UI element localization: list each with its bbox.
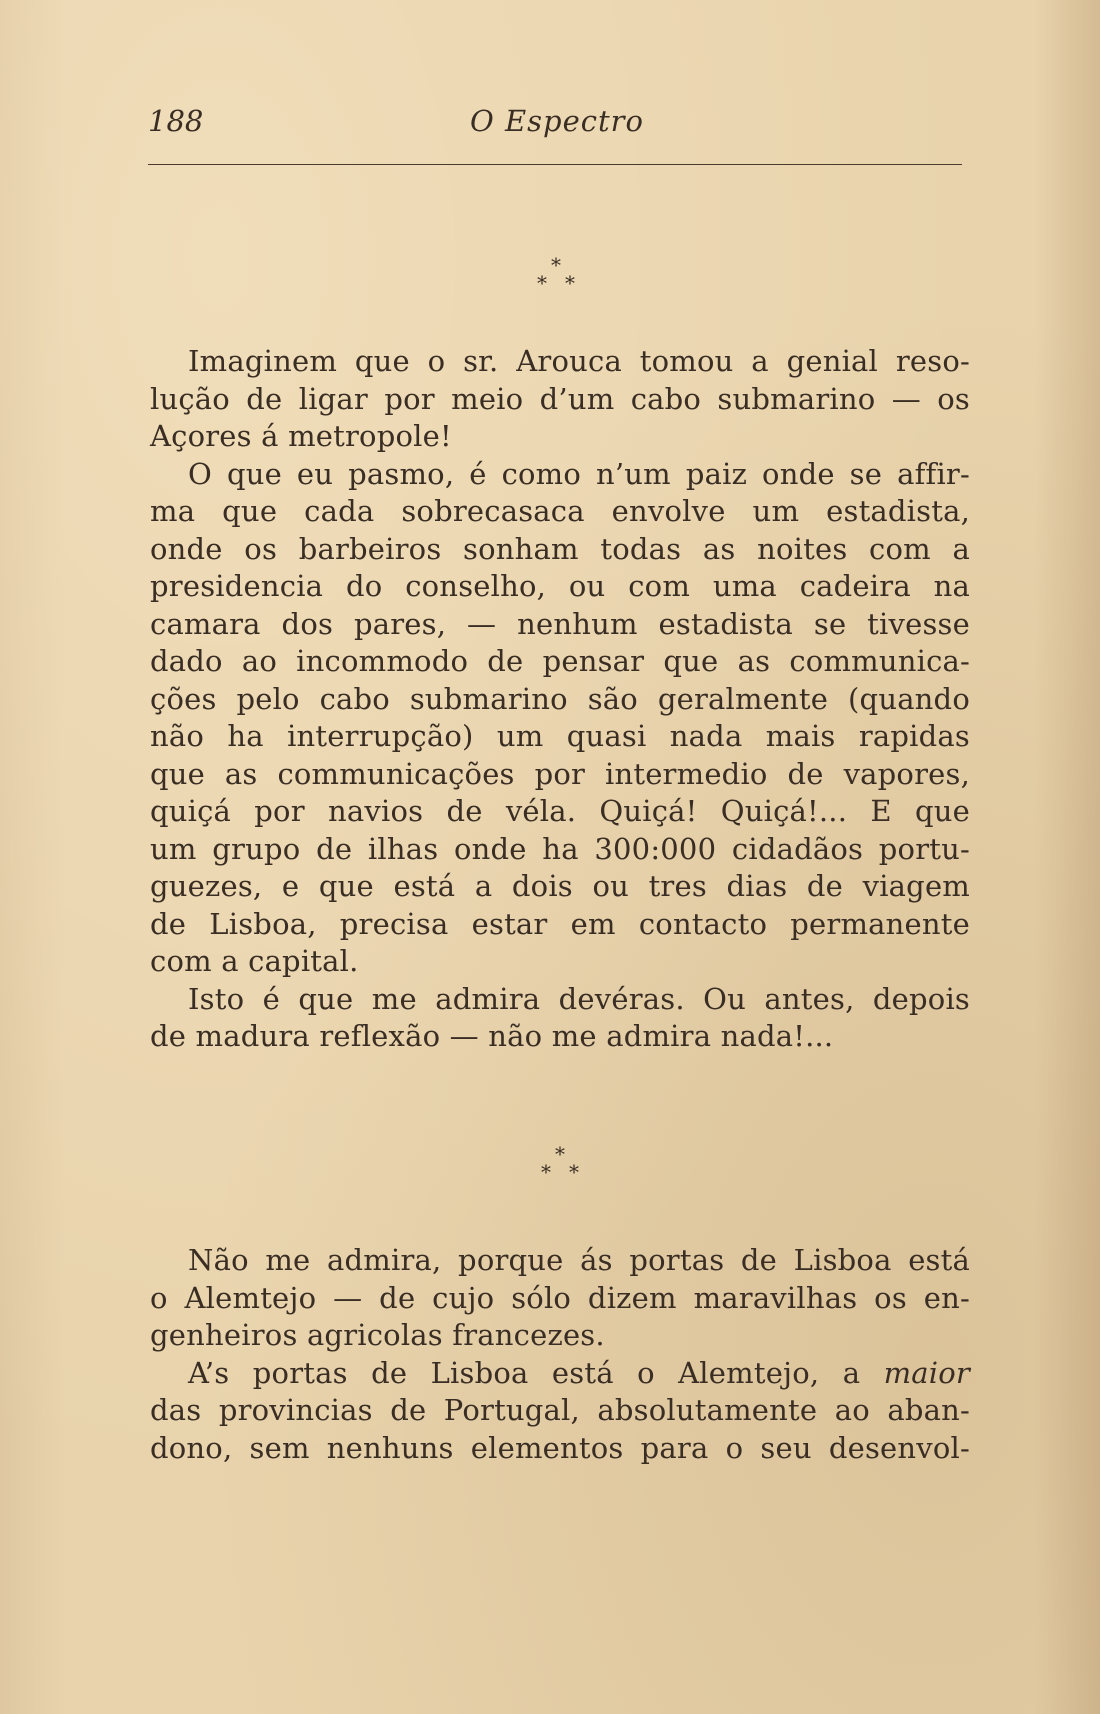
text-line: ções pelo cabo submarino são geralmente (quando bbox=[150, 681, 970, 716]
section-1-text bbox=[150, 343, 970, 1056]
text-line: Não me admira, porque ás portas de Lisboa está bbox=[188, 1243, 970, 1277]
asterism-ornament: * ** bbox=[537, 253, 593, 295]
text-line: guezes, e que está a dois ou tres dias de viagem bbox=[150, 869, 970, 903]
text-line bbox=[150, 1355, 970, 1393]
text-line: quiçá por navios de véla. Quiçá! Quiçá!... E que bbox=[150, 794, 970, 828]
text-line: de Lisboa, precisa estar em contacto permanente bbox=[150, 906, 970, 941]
text-line: de madura reflexão — não me admira nada!... bbox=[150, 1019, 834, 1053]
text-line: genheiros agricolas francezes. bbox=[150, 1318, 605, 1352]
page-number: 188 bbox=[148, 104, 204, 138]
text-line: o Alemtejo — de cujo sólo dizem maravilhas os en- bbox=[150, 1280, 970, 1315]
text-line: um grupo de ilhas onde ha 300:000 cidadãos portu- bbox=[150, 831, 970, 866]
text-line: presidencia do conselho, ou com uma cadeira na bbox=[150, 569, 970, 603]
text-line: Isto é que me admira devéras. Ou antes, depois bbox=[188, 981, 970, 1016]
text-line: que as communicações por intermedio de vapores, bbox=[150, 756, 970, 791]
italic-word: maior bbox=[883, 1355, 970, 1390]
text-line: O que eu pasmo, é como n’um paiz onde se affir- bbox=[188, 456, 970, 491]
running-title: O Espectro bbox=[470, 104, 644, 138]
text-line: onde os barbeiros sonham todas as noites com a bbox=[150, 531, 970, 566]
asterism-ornament: * ** bbox=[541, 1142, 597, 1184]
text-line: das provincias de Portugal, absolutamente ao aban- bbox=[150, 1393, 970, 1427]
text-line: não ha interrupção) um quasi nada mais rapidas bbox=[150, 719, 970, 753]
text-line: dado ao incommodo de pensar que as communica- bbox=[150, 644, 970, 678]
text-line: Imaginem que o sr. Arouca tomou a genial reso- bbox=[188, 344, 970, 378]
text-line: Açores á metropole! bbox=[150, 419, 452, 453]
section-2-text bbox=[150, 1242, 970, 1467]
text-run: A’s portas de Lisboa está o Alemtejo, a bbox=[188, 1355, 884, 1390]
text-line: camara dos pares, — nenhum estadista se tivesse bbox=[150, 606, 970, 641]
text-line: lução de ligar por meio d’um cabo submarino — os bbox=[150, 381, 970, 416]
running-header bbox=[148, 104, 962, 148]
header-rule bbox=[148, 164, 962, 165]
text-line: dono, sem nenhuns elementos para o seu desenvol- bbox=[150, 1430, 970, 1465]
text-line: ma que cada sobrecasaca envolve um estadista, bbox=[150, 494, 970, 528]
text-line: com a capital. bbox=[150, 944, 359, 978]
